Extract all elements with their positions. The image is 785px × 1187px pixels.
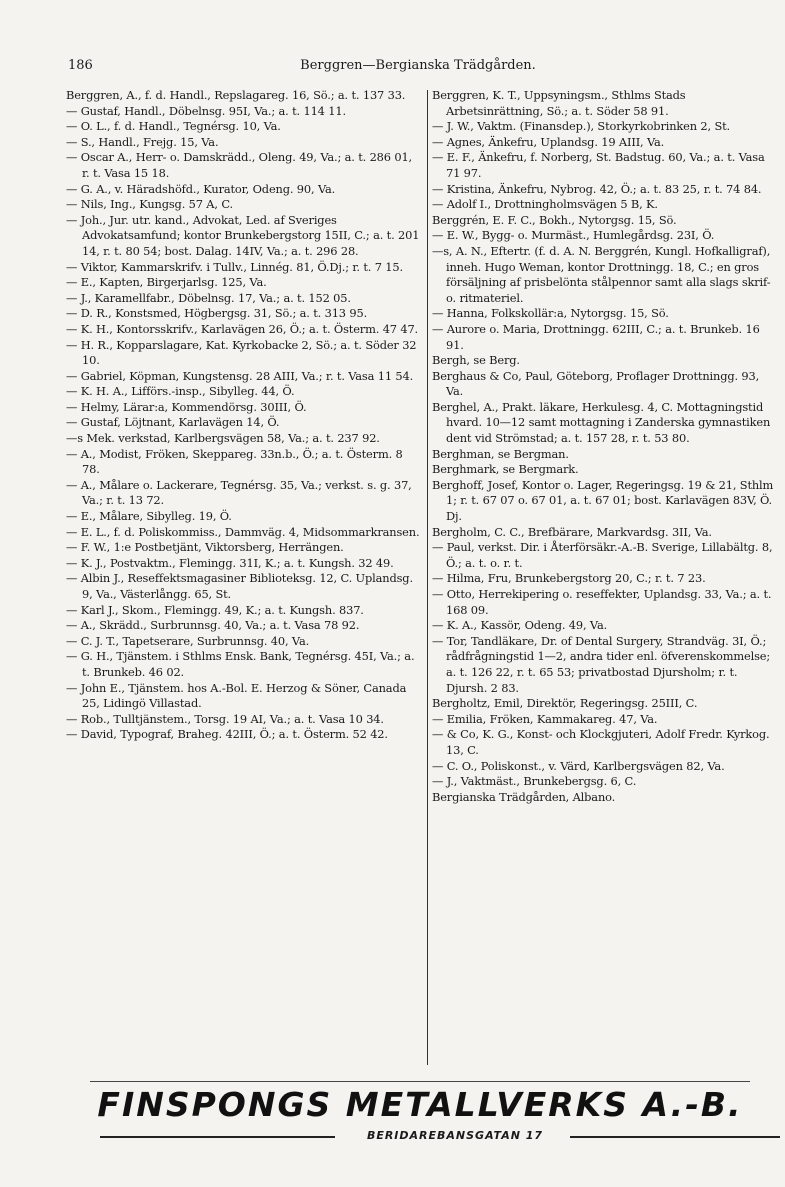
directory-entry: — C. O., Poliskonst., v. Värd, Karlbergsvägen 82, Va.	[432, 758, 725, 773]
directory-entry: — Otto, Herrekipering o. reseffekter, Uplandsg. 33, Va.; a. t. 168 09.	[432, 587, 772, 617]
directory-entry: — Karl J., Skom., Flemingg. 49, K.; a. t. Kungsh. 837.	[66, 602, 364, 617]
directory-entry: — A., Modist, Fröken, Skeppareg. 33n.b., Ö.; a. t. Österm. 8 78.	[66, 446, 403, 477]
directory-entry: — E. F., Änkefru, f. Norberg, St. Badstug. 60, Va.; a. t. Vasa 71 97.	[432, 150, 765, 180]
page-number: 186	[68, 58, 93, 73]
directory-entry: Berghman, se Bergman.	[432, 446, 569, 461]
ad-subtitle: BERIDAREBANSGATAN 17	[366, 1129, 544, 1142]
directory-entry: Bergholtz, Emil, Direktör, Regeringsg. 25III, C.	[432, 696, 698, 711]
directory-entry: — K. H., Kontorsskrifv., Karlavägen 26, Ö.; a. t. Österm. 47 47.	[66, 321, 419, 336]
directory-entry: Berggren, A., f. d. Handl., Repslagareg. 16, Sö.; a. t. 137 33.	[66, 88, 406, 102]
directory-entry: Bergh, se Berg.	[432, 353, 520, 368]
directory-entry: — O. L., f. d. Handl., Tegnérsg. 10, Va.	[66, 119, 281, 134]
ad-top-rule	[90, 1081, 750, 1082]
ad-title: FINSPONGS METALLVERKS A.-B.	[97, 1085, 743, 1124]
directory-entry: Berggren, K. T., Uppsyningsm., Sthlms Stads Arbetsinrättning, Sö.; a. t. Söder 58 91.	[432, 88, 686, 118]
directory-entry: Berghmark, se Bergmark.	[432, 462, 579, 477]
directory-entry: — A., Skrädd., Surbrunnsg. 40, Va.; a. t. Vasa 78 92.	[66, 618, 360, 633]
directory-entry: — Hanna, Folkskollär:a, Nytorgsg. 15, Sö.	[432, 306, 669, 321]
directory-entry: — E., Målare, Sibylleg. 19, Ö.	[66, 509, 232, 524]
directory-entry: — Gabriel, Köpman, Kungstensg. 28 AIII, Va.; r. t. Vasa 11 54.	[66, 368, 414, 383]
directory-entry: — Helmy, Lärar:a, Kommendörsg. 30III, Ö.	[66, 399, 307, 414]
directory-entry: — & Co, K. G., Konst- och Klockgjuteri, Adolf Fredr. Kyrkog. 13, C.	[432, 727, 770, 757]
directory-entry: Berghoff, Josef, Kontor o. Lager, Regeringsg. 19 & 21, Sthlm 1; r. t. 67 07 o. 67 01, a. t. 67 01; bost. Karlavägen 83V, Ö. Dj.	[432, 477, 774, 524]
directory-entry: Bergianska Trädgården, Albano.	[432, 789, 616, 804]
advertisement	[60, 1063, 780, 1143]
directory-entry: — C. J. T., Tapetserare, Surbrunnsg. 40, Va.	[66, 633, 310, 648]
directory-entry: — K. H. A., Lifförs.-insp., Sibylleg. 44, Ö.	[66, 384, 295, 399]
directory-entry: — S., Handl., Frejg. 15, Va.	[66, 134, 219, 149]
directory-entry: — Kristina, Änkefru, Nybrog. 42, Ö.; a. t. 83 25, r. t. 74 84.	[432, 181, 762, 196]
directory-entry: — A., Målare o. Lackerare, Tegnérsg. 35, Va.; verkst. s. g. 37, Va.; r. t. 13 72.	[66, 477, 412, 508]
directory-entry: — E., Kapten, Birgerjarlsg. 125, Va.	[66, 275, 267, 290]
directory-entry: — Gustaf, Löjtnant, Karlavägen 14, Ö.	[66, 415, 280, 430]
directory-entry: — Aurore o. Maria, Drottningg. 62III, C.; a. t. Brunkeb. 16 91.	[432, 321, 760, 352]
directory-entry: — G. H., Tjänstem. i Sthlms Ensk. Bank, Tegnérsg. 45I, Va.; a. t. Brunkeb. 46 02.	[66, 649, 415, 679]
directory-entry: — Adolf I., Drottningholmsvägen 5 B, K.	[432, 197, 658, 212]
directory-entry: — Joh., Jur. utr. kand., Advokat, Led. af Sveriges Advokatsamfund; kontor Brunkebergstorg 15II, C.; a. t. 201 14, r. t. 80 54; bost. Dalag. 14IV, Va.; a. t. 296 28.	[66, 212, 420, 258]
ad-rule-right	[570, 1136, 780, 1138]
directory-entry: Berghaus & Co, Paul, Göteborg, Proflager Drottningg. 93, Va.	[432, 368, 760, 399]
directory-entry: Bergholm, C. C., Brefbärare, Markvardsg. 3II, Va.	[432, 524, 712, 539]
directory-entry: — H. R., Kopparslagare, Kat. Kyrkobacke 2, Sö.; a. t. Söder 32 10.	[66, 337, 417, 368]
directory-entry: Berghel, A., Prakt. läkare, Herkulesg. 4, C. Mottagningstid hvard. 10—12 samt mottagning i Zanderska gymnastiken dent vid Strömstad; a. t. 157 28, r. t. 53 80.	[432, 399, 771, 446]
directory-entry: — J. W., Vaktm. (Finansdep.), Storkyrkobrinken 2, St.	[432, 119, 731, 134]
directory-entry: — Rob., Tulltjänstem., Torsg. 19 AI, Va.; a. t. Vasa 10 34.	[66, 711, 384, 726]
directory-entry: —s Mek. verkstad, Karlbergsvägen 58, Va.; a. t. 237 92.	[66, 431, 380, 446]
page-header	[68, 58, 768, 80]
ad-subtitle-row	[100, 1129, 780, 1143]
ad-rule-left	[100, 1136, 335, 1138]
directory-entry: — Albin J., Reseffektsmagasiner Biblioteksg. 12, C. Uplandsg. 9, Va., Västerlångg. 65, St.	[66, 571, 413, 601]
directory-entry: — Gustaf, Handl., Döbelnsg. 95I, Va.; a. t. 114 11.	[66, 103, 346, 118]
directory-entry: — G. A., v. Häradshöfd., Kurator, Odeng. 90, Va.	[66, 181, 336, 196]
directory-entry: — E. L., f. d. Poliskommiss., Dammväg. 4, Midsommarkransen.	[66, 524, 420, 539]
directory-entry: — K. J., Postvaktm., Flemingg. 31I, K.; a. t. Kungsh. 32 49.	[66, 555, 394, 570]
running-title: Berggren—Bergianska Trädgården.	[300, 58, 536, 73]
directory-entry: — J., Karamellfabr., Döbelnsg. 17, Va.; a. t. 152 05.	[66, 290, 351, 305]
directory-entry: — D. R., Konstsmed, Högbergsg. 31, Sö.; a. t. 313 95.	[66, 306, 368, 321]
directory-entry: — Oscar A., Herr- o. Damskrädd., Oleng. 49, Va.; a. t. 286 01, r. t. Vasa 15 18.	[66, 150, 413, 180]
directory-entry: — Viktor, Kammarskrifv. i Tullv., Linnég. 81, Ö.Dj.; r. t. 7 15.	[66, 259, 403, 274]
directory-entry: — F. W., 1:e Postbetjänt, Viktorsberg, Herrängen.	[66, 540, 344, 555]
directory-entry: Berggrén, E. F. C., Bokh., Nytorgsg. 15, Sö.	[432, 212, 677, 227]
directory-entry: — Agnes, Änkefru, Uplandsg. 19 AIII, Va.	[432, 134, 665, 149]
left-column	[66, 88, 422, 743]
directory-entry: — J., Vaktmäst., Brunkebergsg. 6, C.	[432, 774, 637, 789]
directory-entry: — Paul, verkst. Dir. i Återförsäkr.-A.-B. Sverige, Lillabältg. 8, Ö.; a. t. o. r. t.	[432, 540, 773, 570]
directory-entry: — Hilma, Fru, Brunkebergstorg 20, C.; r. t. 7 23.	[432, 571, 706, 586]
directory-entry: — K. A., Kassör, Odeng. 49, Va.	[432, 618, 608, 633]
directory-entry: — Nils, Ing., Kungsg. 57 A, C.	[66, 197, 233, 212]
directory-entry: — Tor, Tandläkare, Dr. of Dental Surgery, Strandväg. 3I, Ö.; rådfrågningstid 1—2, andra tider enl. öfverenskommelse; a. t. 126 22, r. t. 65 53; privatbostad Djursholm; r. t. Djursh. 2 83.	[432, 633, 771, 695]
directory-entry: —s, A. N., Eftertr. (f. d. A. N. Berggrén, Kungl. Hofkalligraf), inneh. Hugo Weman, kontor Drottningg. 18, C.; en gros försäljning af prisbelönta stålpennor samt alla slags skrif- o. ritmateriel.	[432, 243, 771, 305]
directory-entry: — David, Typograf, Braheg. 42III, Ö.; a. t. Österm. 52 42.	[66, 727, 388, 742]
column-divider	[427, 90, 428, 1065]
directory-entry: — John E., Tjänstem. hos A.-Bol. E. Herzog & Söner, Canada 25, Lidingö Villastad.	[66, 680, 407, 711]
right-column	[432, 88, 774, 805]
directory-entry: — E. W., Bygg- o. Murmäst., Humlegårdsg. 23I, Ö.	[432, 228, 715, 243]
directory-entry: — Emilia, Fröken, Kammakareg. 47, Va.	[432, 711, 658, 726]
